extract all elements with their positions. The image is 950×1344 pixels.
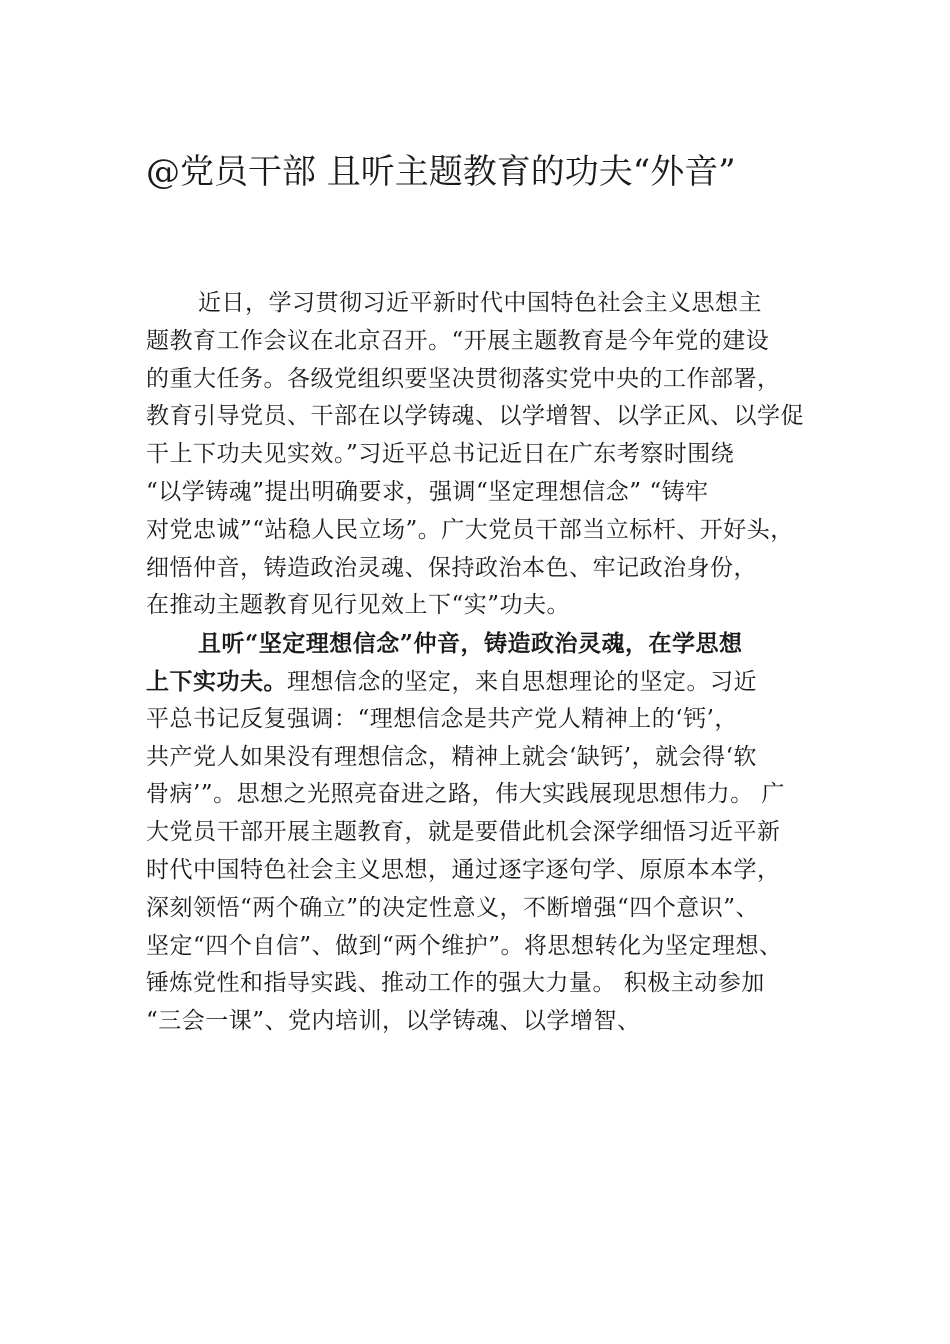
paragraph-2-line: 锤炼党性和指导实践、推动工作的强大力量。 积极主动参加 — [146, 970, 765, 997]
paragraph-2-line: 坚定“四个自信”、做到“两个维护”。将思想转化为坚定理想、 — [146, 932, 783, 959]
section-heading: 且听“坚定理想信念”仲音，铸造政治灵魂，在学思想 — [198, 630, 743, 658]
paragraph-1-line: 干上下功夫见实效。”习近平总书记近日在广东考察时围绕 — [146, 441, 735, 468]
paragraph-2-text: 理想信念的坚定，来自思想理论的坚定。习近 — [287, 668, 757, 695]
paragraph-2-line: 大党员干部开展主题教育，就是要借此机会深学细悟习近平新 — [146, 819, 781, 846]
paragraph-1-line: 近日，学习贯彻习近平新时代中国特色社会主义思想主 — [198, 290, 762, 316]
paragraph-2-line: 时代中国特色社会主义思想，通过逐字逐句学、原原本本学， — [146, 856, 781, 883]
paragraph-2-line: 共产党人如果没有理想信念，精神上就会‘缺钙’，就会得‘软 — [146, 743, 757, 770]
paragraph-1-line: 题教育工作会议在北京召开。“开展主题教育是今年党的建设 — [146, 327, 770, 354]
paragraph-2-line — [146, 663, 836, 701]
section-heading-tail: 上下实功夫。 — [146, 667, 287, 695]
document-title: @党员干部 且听主题教育的功夫“外音” — [146, 152, 736, 192]
paragraph-2-line: 平总书记反复强调：“理想信念是共产党人精神上的‘钙’， — [146, 705, 738, 732]
paragraph-1-line: 对党忠诚”“站稳人民立场”。广大党员干部当立标杆、开好头， — [146, 516, 794, 543]
paragraph-2-line: “三会一课”、党内培训，以学铸魂、以学增智、 — [146, 1008, 641, 1035]
paragraph-2-line: 深刻领悟“两个确立”的决定性意义，不断增强“四个意识”、 — [146, 894, 760, 921]
paragraph-1-line: 细悟仲音，铸造政治灵魂、保持政治本色、牢记政治身份， — [146, 554, 757, 581]
paragraph-1-line: 的重大任务。各级党组织要坚决贯彻落实党中央的工作部署， — [146, 365, 781, 392]
paragraph-1-line: 在推动主题教育见行见效上下“实”功夫。 — [146, 592, 571, 619]
paragraph-2-line: 骨病’”。思想之光照亮奋进之路，伟大实践展现思想伟力。 广 — [146, 781, 785, 808]
paragraph-1-line: “以学铸魂”提出明确要求，强调“坚定理想信念” “铸牢 — [146, 478, 709, 505]
document-body — [146, 285, 836, 1041]
paragraph-1-line: 教育引导党员、干部在以学铸魂、以学增智、以学正风、以学促 — [146, 403, 804, 430]
